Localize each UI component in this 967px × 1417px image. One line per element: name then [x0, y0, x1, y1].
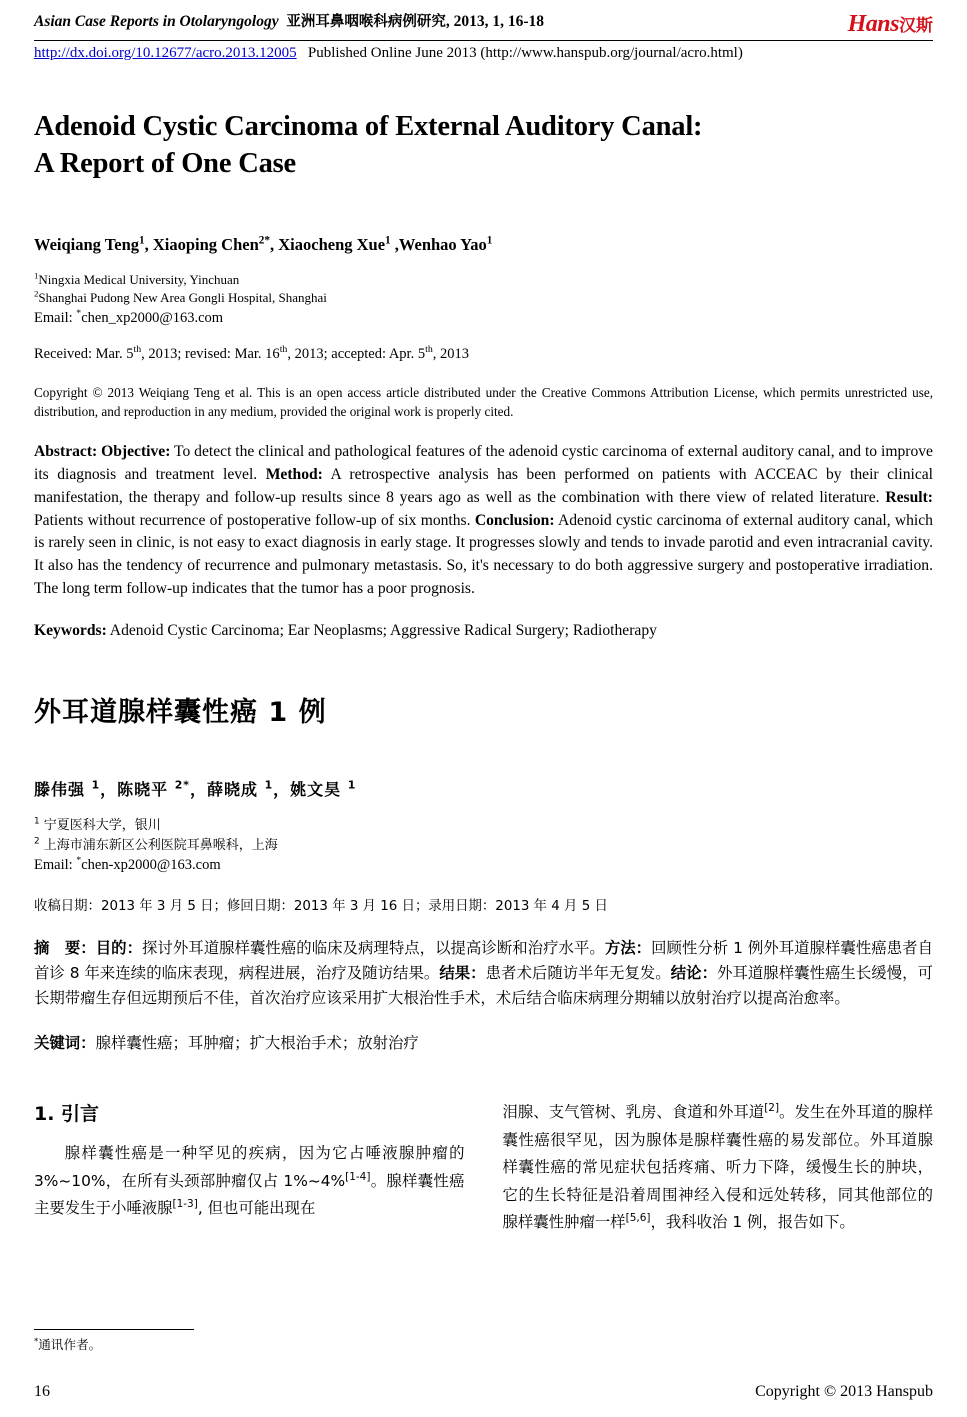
- affiliation-2: $^2$Shanghai Pudong New Area Gongli Hospital, Shanghai: [34, 288, 327, 306]
- footer-copyright: Copyright © 2013 Hanspub: [755, 1383, 933, 1400]
- keywords-text-en: Adenoid Cystic Carcinoma; Ear Neoplasms; Aggressive Radical Surgery; Radiotherapy: [106, 621, 657, 639]
- affiliation-cn-1: $^1$ 宁夏医科大学，银川: [34, 816, 161, 834]
- abstract-conclusion: Adenoid cystic carcinoma of external auditory canal, which is rarely seen in clinic, is not easy to exact diagnosis in early stage. It progresses slowly and tends to invade parotid and even intracranial cavity. It also has the tendency of recurrence and pulmonary metastasis. So, it's necessary to do both aggressive surgery and postoperative irradiation. The long term follow-up indicates that the tumor has a poor prognosis.: [34, 511, 933, 597]
- journal-title-en: Asian Case Reports in Otolaryngology: [34, 13, 279, 30]
- keywords-cn: [34, 1031, 933, 1056]
- copyright-notice: Copyright © 2013 Weiqiang Teng et al. This is an open access article distributed under the Creative Commons Attribution License, which permits unrestricted use, distribution, and reproduction in any medium, provided the original work is properly cited.: [34, 384, 933, 420]
- abstract-objective: To detect the clinical and pathological features of the adenoid cystic carcinoma of external auditory canal, and to improve its diagnosis and treatment level.: [34, 443, 933, 483]
- abstract-label-objective: Abstract: Objective:: [34, 443, 171, 461]
- abstract-label-objective-cn: 目的：: [95, 938, 142, 957]
- journal-title-block: [34, 10, 544, 31]
- abstract-result-cn: 患者术后随访半年无复发。: [485, 963, 671, 982]
- abstract-label-method-cn: 方法：: [604, 938, 652, 957]
- abstract-label-conclusion-cn: 结论：: [670, 963, 718, 982]
- page-title-cn: 外耳道腺样囊性癌 1 例: [34, 697, 327, 729]
- footnote-text: *通讯作者。: [34, 1336, 102, 1352]
- publisher-logo-text: Hans: [847, 11, 899, 37]
- keywords-text-cn: 腺样囊性癌；耳肿瘤；扩大根治手术；放射治疗: [95, 1033, 419, 1052]
- submission-dates-cn: 收稿日期：2013 年 3 月 5 日；修回日期：2013 年 3 月 16 日；录用日期：2013 年 4 月 5 日: [34, 898, 608, 914]
- author-list: Weiqiang Teng$^1$, Xiaoping Chen$^{2*}$, Xiaocheng Xue$^1$ ,Wenhao Yao$^1$: [34, 234, 493, 254]
- abstract-label-result: Result:: [885, 488, 933, 506]
- column-left: [34, 1099, 465, 1236]
- doi-link[interactable]: http://dx.doi.org/10.12677/acro.2013.12005: [34, 45, 297, 61]
- submission-dates: Received: Mar. 5th, 2013; revised: Mar. 16th, 2013; accepted: Apr. 5th, 2013: [34, 344, 469, 362]
- author-list-cn: 滕伟强 $^1$，陈晓平 $^{2*}$，薛晓成 $^1$，姚文昊 $^1$: [34, 778, 357, 800]
- abstract-method-cn: 回顾性分析 1 例外耳道腺样囊性癌患者自首诊 8 年来连续的临床表现，病程进展，治疗及随访结果。: [34, 938, 933, 982]
- author-email: Email: *chen_xp2000@163.com: [34, 307, 224, 326]
- abstract-label-method: Method:: [265, 465, 323, 483]
- intro-paragraph-right: 泪腺、支气管树、乳房、食道和外耳道[2]。发生在外耳道的腺样囊性癌很罕见，因为腺体是腺样囊性癌的易发部位。外耳道腺样囊性癌的常见症状包括疼痛、听力下降，缓慢生长的肿块，它的生长特征是沿着周围神经入侵和远处转移，同其他部位的腺样囊性肿瘤一样[5,6]，我科收治 1 例，报告如下。: [502, 1102, 933, 1232]
- journal-title-cn: 亚洲耳鼻咽喉科病例研究: [286, 14, 446, 30]
- footnote-rule: [34, 1329, 194, 1330]
- publication-info: Published Online June 2013 (http://www.hanspub.org/journal/acro.html): [307, 45, 743, 61]
- abstract-cn: [34, 936, 933, 1011]
- keywords-label-en: Keywords:: [34, 621, 107, 639]
- affiliation-cn-2: $^2$ 上海市浦东新区公利医院耳鼻喉科，上海: [34, 836, 278, 853]
- affiliation-block-cn: [34, 816, 933, 877]
- abstract-method: A retrospective analysis has been performed on patients with ACCEAC by their clinical manifestation, the therapy and follow-up results since 8 years ago as well as the combination with there view of related literature.: [34, 465, 933, 506]
- abstract-label-cn: 摘 要：: [34, 938, 96, 957]
- page-title: [34, 108, 933, 183]
- affiliation-1: $^1$Ningxia Medical University, Yinchuan: [34, 270, 240, 287]
- journal-issue-info: , 2013, 1, 16-18: [445, 13, 545, 30]
- abstract-label-conclusion: Conclusion:: [474, 511, 555, 529]
- abstract-objective-cn: 探讨外耳道腺样囊性癌的临床及病理特点，以提高诊断和治疗水平。: [142, 938, 605, 957]
- footnote-block: [34, 1329, 466, 1353]
- doi-line: [34, 41, 933, 64]
- body-columns: [34, 1099, 933, 1236]
- page-title-line1: Adenoid Cystic Carcinoma of External Auditory Canal:: [34, 110, 703, 142]
- journal-masthead: [34, 10, 933, 41]
- page-footer: [34, 1383, 933, 1401]
- abstract-result: Patients without recurrence of postoperative follow-up of six months.: [34, 511, 475, 529]
- section-heading-introduction: 1. 引言: [34, 1103, 100, 1126]
- abstract-en: [34, 441, 933, 600]
- publisher-logo-cn: 汉斯: [899, 16, 933, 36]
- keywords-label-cn: 关键词：: [34, 1033, 96, 1052]
- publisher-logo: [848, 10, 933, 38]
- page-number: 16: [34, 1383, 50, 1400]
- intro-paragraph-left: 腺样囊性癌是一种罕见的疾病，因为它占唾液腺肿瘤的 3%~10%，在所有头颈部肿瘤仅占 1%~4%[1-4]。腺样囊性癌主要发生于小唾液腺[1-3], 但也可能出现在: [34, 1144, 465, 1218]
- author-email-cn: Email: *chen-xp2000@163.com: [34, 855, 221, 874]
- keywords-en: [34, 620, 933, 643]
- affiliation-block: [34, 271, 933, 328]
- page-title-line2: A Report of One Case: [34, 148, 296, 180]
- abstract-label-result-cn: 结果：: [439, 963, 486, 982]
- abstract-conclusion-cn: 外耳道腺样囊性癌生长缓慢，可长期带瘤生存但远期预后不佳，首次治疗应该采用扩大根治性手术，术后结合临床病理分期辅以放射治疗以提高治愈率。: [34, 963, 933, 1007]
- column-right: [503, 1099, 934, 1236]
